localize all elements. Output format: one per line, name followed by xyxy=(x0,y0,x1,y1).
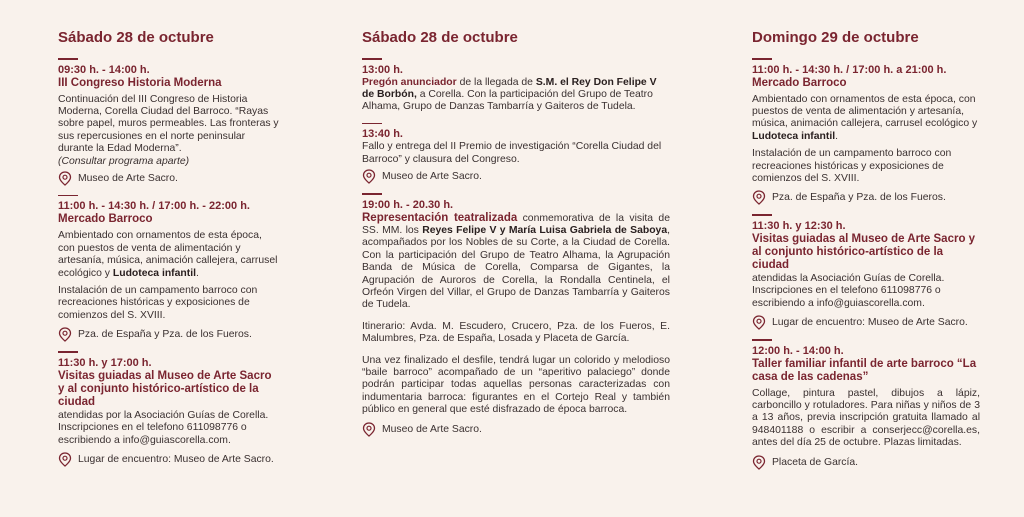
event-title: III Congreso Historia Moderna xyxy=(58,76,222,89)
column-saturday-1 xyxy=(58,28,280,476)
event-location: Placeta de García. xyxy=(752,455,980,470)
event-family-workshop xyxy=(752,339,980,470)
divider xyxy=(752,339,772,341)
event-baroque-market xyxy=(58,195,280,342)
event-title: Taller familiar infantil de arte barroco “La casa de las cadenas” xyxy=(752,357,977,383)
map-pin-icon xyxy=(58,452,72,467)
event-time: 12:00 h. - 14:00 h. xyxy=(752,344,844,357)
divider xyxy=(58,351,78,353)
divider xyxy=(752,58,772,60)
day-heading: Domingo 29 de octubre xyxy=(752,29,919,46)
event-location: Museo de Arte Sacro. xyxy=(362,169,670,184)
column-sunday xyxy=(752,28,980,479)
map-pin-icon xyxy=(362,169,376,184)
event-itinerary: Itinerario: Avda. M. Escudero, Crucero, Pza. de los Fueros, E. Malumbres, Pza. de España, Losada y Placeta de García. xyxy=(362,320,670,345)
event-time: 13:00 h. xyxy=(362,63,403,76)
map-pin-icon xyxy=(752,455,766,470)
event-description: Collage, pintura pastel, dibujos a lápiz, carboncillo y rotuladores. Para niñas y niños de 3 a 13 años, previa inscripción gratuita llamado al 948401188 o escribir a conserjecc@corella.es, antes del día 25 de octubre. Plazas limitadas. xyxy=(752,387,980,449)
event-description: Ambientado con ornamentos de esta época, con puestos de venta de alimentación y artesanía, música, animación callejera, carrusel ecológico y Ludoteca infantil. xyxy=(58,230,278,279)
event-award xyxy=(362,123,670,184)
divider xyxy=(752,214,772,216)
event-description: Continuación del III Congreso de Historia Moderna, Corella Ciudad del Barroco. “Rayas sobre papel, muros permeables. Las fronteras y sus repercusiones en el norte peninsular durante la Edad Moderna”. (Consultar programa aparte) xyxy=(58,93,279,167)
event-time: 11:00 h. - 14:30 h. / 17:00 h. - 22:00 h. xyxy=(58,200,250,213)
event-location: Museo de Arte Sacro. xyxy=(58,171,280,186)
event-time: 11:00 h. - 14:30 h. / 17:00 h. a 21:00 h. xyxy=(752,63,947,76)
event-proclamation xyxy=(362,58,670,114)
divider xyxy=(362,123,382,125)
event-description: Fallo y entrega del II Premio de investigación “Corella Ciudad del Barroco” y clausura del Congreso. xyxy=(362,141,662,165)
event-description: Pregón anunciador de la llegada de S.M. el Rey Don Felipe V de Borbón, a Corella. Con la participación del Grupo de Teatro Alhama, Grupo de Danzas Tambarría y Gaiteros de Tudela. xyxy=(362,76,657,113)
event-description: Representación teatralizada conmemorativa de la visita de SS. MM. los Reyes Felipe V y María Luisa Gabriela de Saboya, acompañados por los Nobles de su Corte, a la Ciudad de Corella. Con la participación del Grupo de Teatro Alhama, la Agrupación Banda de Música de Corella, Comparsa de Gigantes, la Agrupación de Auroros de Corella, la Rondalla Centinela, el Orfeón Virgen del Villar, el Grupo de Danzas Tambarría y Gaiteros de Tudela. xyxy=(362,211,670,311)
map-pin-icon xyxy=(58,171,72,186)
event-location: Lugar de encuentro: Museo de Arte Sacro. xyxy=(752,315,980,330)
day-heading: Sábado 28 de octubre xyxy=(362,29,518,46)
event-description: atendidas la Asociación Guías de Corella. Inscripciones en el telefono 611098776 o escribiendo a info@guiascorella.com. xyxy=(752,272,945,309)
divider xyxy=(58,195,78,197)
event-description: atendidas por la Asociación Guías de Corella. Inscripciones en el telefono 611098776 o escribiendo a info@guiascorella.com. xyxy=(58,409,269,446)
event-theatrical-performance xyxy=(362,193,670,437)
event-time: 11:30 h. y 17:00 h. xyxy=(58,356,152,369)
event-location: Pza. de España y Pza. de los Fueros. xyxy=(752,190,980,205)
event-finale: Una vez finalizado el desfile, tendrá lugar un colorido y melodioso “baile barroco” acompañado de un “aperitivo palaciego” donde podrán participar todas aquellas personas caracterizadas con indumentaria barroca: figurantes en el Cortejo Real y también público en general que esté disfrazado de época barroca. xyxy=(362,354,670,416)
event-guided-tours xyxy=(58,351,280,467)
event-description: Ambientado con ornamentos de esta época, con puestos de venta de alimentación y artesanía, música, animación callejera, carrusel ecológico y Ludoteca infantil. xyxy=(752,93,978,142)
event-title: Mercado Barroco xyxy=(752,76,847,89)
event-baroque-market xyxy=(752,58,980,205)
event-guided-tours xyxy=(752,214,980,330)
event-title: Mercado Barroco xyxy=(58,213,153,226)
map-pin-icon xyxy=(362,422,376,437)
event-time: 11:30 h. y 12:30 h. xyxy=(752,219,846,232)
divider xyxy=(362,58,382,60)
event-title: Visitas guiadas al Museo de Arte Sacro y al conjunto histórico-artístico de la ciudad xyxy=(58,369,272,408)
day-heading: Sábado 28 de octubre xyxy=(58,29,214,46)
event-description-2: Instalación de un campamento barroco con recreaciones históricas y exposiciones de comienzos del S. XVIII. xyxy=(752,148,952,184)
event-location: Museo de Arte Sacro. xyxy=(362,422,670,437)
divider xyxy=(58,58,78,60)
event-title: Visitas guiadas al Museo de Arte Sacro y al conjunto histórico-artístico de la ciudad xyxy=(752,232,976,271)
map-pin-icon xyxy=(752,315,766,330)
event-congress xyxy=(58,58,280,186)
divider xyxy=(362,193,382,195)
map-pin-icon xyxy=(752,190,766,205)
event-location: Pza. de España y Pza. de los Fueros. xyxy=(58,327,280,342)
event-description-2: Instalación de un campamento barroco con recreaciones históricas y exposiciones de comienzos del S. XVIII. xyxy=(58,285,258,321)
event-time: 13:40 h. xyxy=(362,128,403,141)
event-time: 09:30 h. - 14:00 h. xyxy=(58,63,150,76)
event-location: Lugar de encuentro: Museo de Arte Sacro. xyxy=(58,452,280,467)
column-saturday-2 xyxy=(362,28,670,446)
event-time: 19:00 h. - 20.30 h. xyxy=(362,198,454,211)
map-pin-icon xyxy=(58,327,72,342)
event-note: (Consultar programa aparte) xyxy=(58,155,190,167)
